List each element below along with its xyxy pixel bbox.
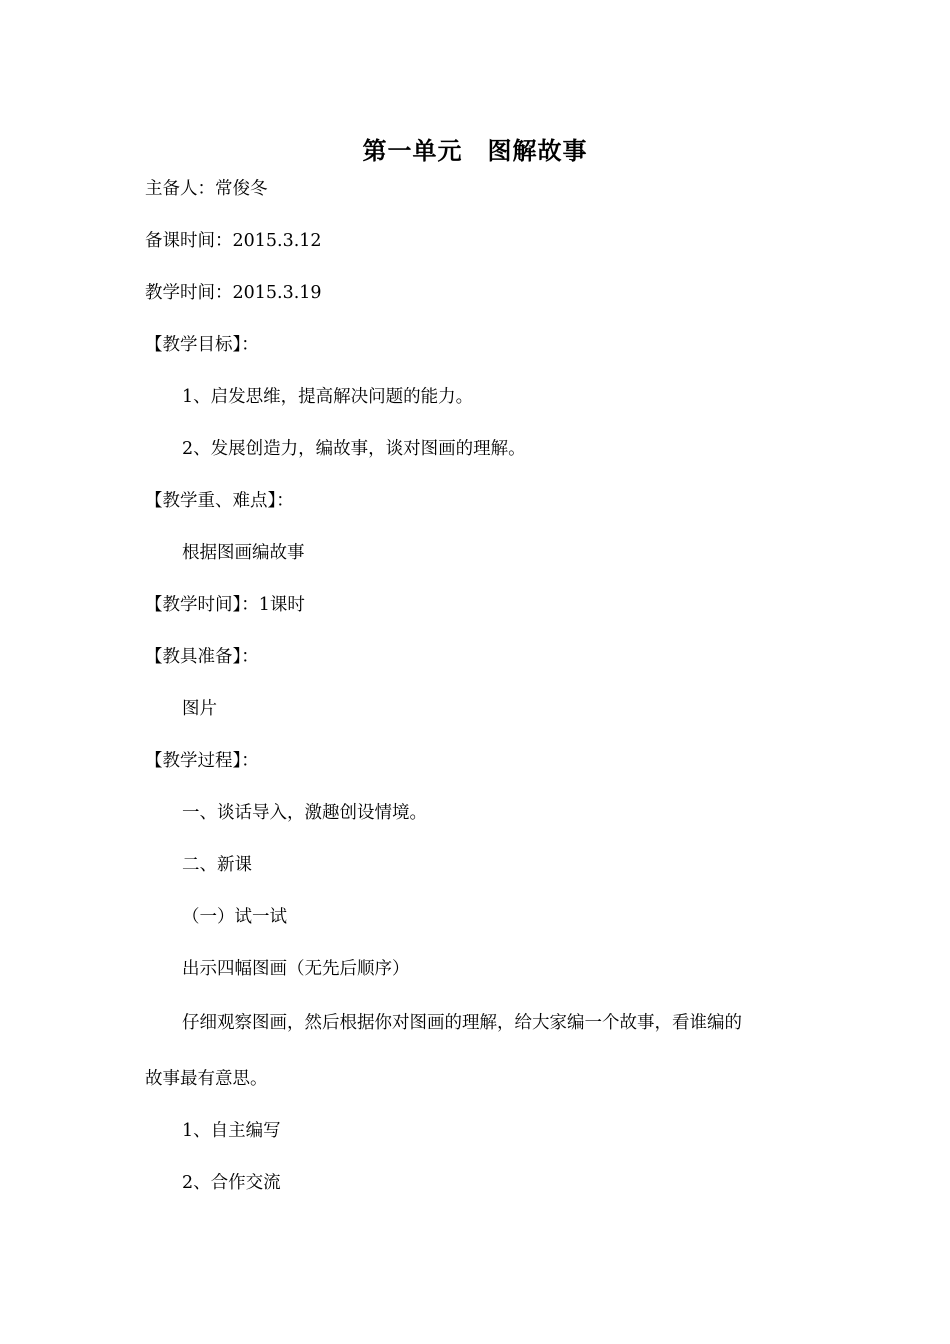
document-title: 第一单元 图解故事 — [362, 136, 588, 165]
process-step-2: 二、新课 — [182, 855, 252, 875]
process-activity-1: 1、自主编写 — [182, 1121, 281, 1141]
teaching-date-line: 教学时间：2015.3.19 — [145, 283, 322, 303]
process-activity-2: 2、合作交流 — [182, 1173, 281, 1193]
prep-date-line: 备课时间：2015.3.12 — [145, 231, 322, 251]
materials-text: 图片 — [182, 699, 217, 719]
section-heading-objectives: 【教学目标】： — [145, 335, 259, 355]
section-heading-duration: 【教学时间】：1课时 — [145, 595, 305, 615]
key-points-text: 根据图画编故事 — [182, 543, 305, 563]
process-instruction-line-1: 仔细观察图画，然后根据你对图画的理解，给大家编一个故事，看谁编的 — [182, 1013, 742, 1033]
objective-item-2: 2、发展创造力，编故事，谈对图画的理解。 — [182, 439, 526, 459]
process-instruction-line-2: 故事最有意思。 — [145, 1069, 268, 1089]
objective-item-1: 1、启发思维，提高解决问题的能力。 — [182, 387, 474, 407]
process-show-pictures: 出示四幅图画（无先后顺序） — [182, 959, 410, 979]
preparer-line: 主备人：常俊冬 — [145, 179, 268, 199]
process-substep-try: （一）试一试 — [182, 907, 287, 927]
section-heading-process: 【教学过程】： — [145, 751, 259, 771]
process-step-1: 一、谈话导入，激趣创设情境。 — [182, 803, 427, 823]
section-heading-key-points: 【教学重、难点】： — [145, 491, 294, 511]
section-heading-materials: 【教具准备】： — [145, 647, 259, 667]
